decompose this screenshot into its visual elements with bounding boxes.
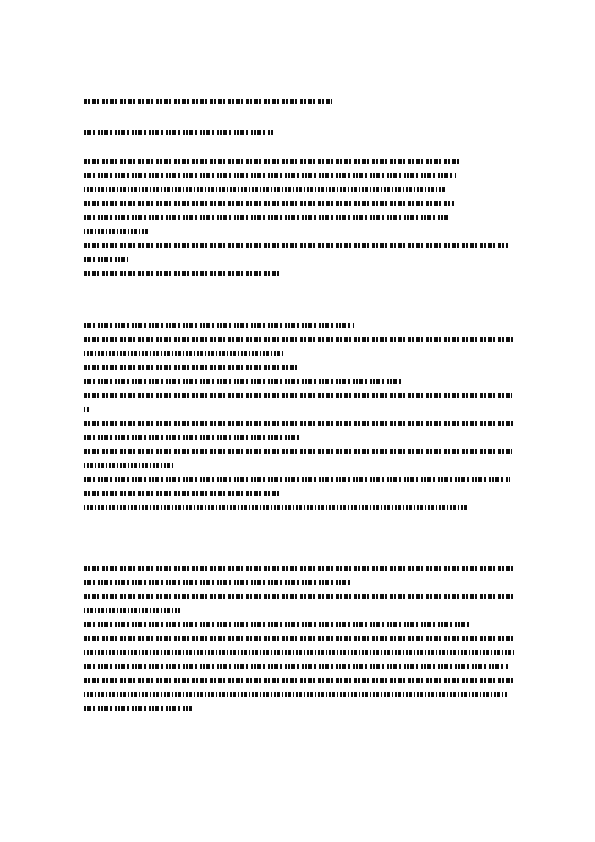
text-line	[84, 379, 404, 384]
text-line	[84, 351, 284, 356]
text-line	[84, 421, 514, 426]
text-line	[84, 323, 354, 328]
text-line	[84, 407, 90, 412]
text-line	[84, 187, 446, 192]
text-line	[84, 678, 514, 683]
document-title	[84, 98, 344, 106]
text-line	[84, 692, 508, 697]
paragraph-1	[84, 158, 514, 285]
text-line	[84, 566, 514, 571]
text-line	[84, 257, 128, 262]
text-line	[84, 477, 510, 482]
text-line	[84, 435, 300, 440]
text-line	[84, 608, 180, 613]
text-line	[84, 173, 456, 178]
text-line	[84, 706, 192, 711]
text-line	[84, 463, 174, 468]
text-line	[84, 271, 280, 276]
text-line	[84, 365, 300, 370]
paragraph-3	[84, 565, 514, 720]
text-line	[84, 650, 514, 655]
text-line	[84, 491, 280, 496]
text-line	[84, 505, 468, 510]
text-line	[84, 393, 512, 398]
text-line	[84, 229, 148, 234]
text-line	[84, 337, 514, 342]
text-line	[84, 580, 352, 585]
text-line	[84, 594, 514, 599]
document-subtitle	[84, 129, 284, 137]
text-line	[84, 159, 462, 164]
text-line	[84, 449, 512, 454]
text-line	[84, 622, 472, 627]
text-line	[84, 664, 508, 669]
paragraph-2	[84, 322, 514, 519]
text-line	[84, 636, 514, 641]
text-line	[84, 243, 508, 248]
text-line	[84, 215, 450, 220]
text-line	[84, 201, 454, 206]
